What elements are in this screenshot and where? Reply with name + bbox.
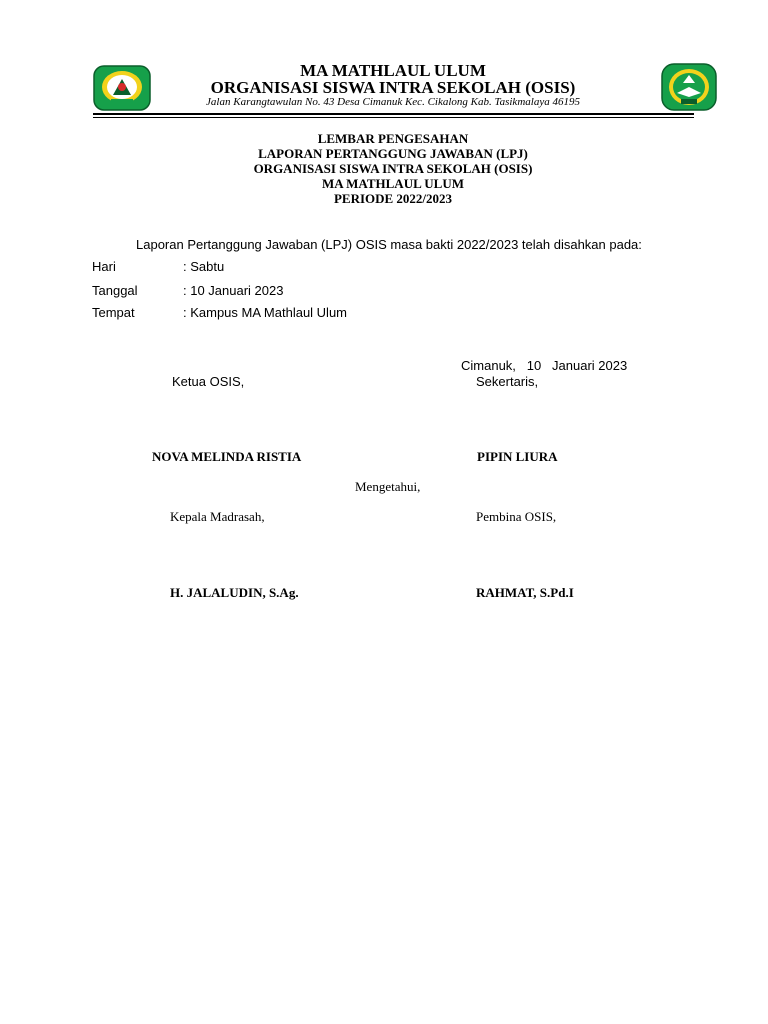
detail-value-place: : Kampus MA Mathlaul Ulum	[183, 305, 348, 320]
right-signatory-name: PIPIN LIURA	[477, 449, 558, 464]
document-title-line: LAPORAN PERTANGGUNG JAWABAN (LPJ)	[258, 146, 528, 161]
detail-label-place: Tempat	[92, 305, 135, 320]
detail-value-day: : Sabtu	[183, 259, 225, 274]
document-title-line: MA MATHLAUL ULUM	[321, 176, 465, 191]
detail-value-date: : 10 Januari 2023	[183, 283, 284, 298]
document-title-line: LEMBAR PENGESAHAN	[317, 131, 469, 146]
place-date: Cimanuk, 10 Januari 2023	[461, 358, 628, 373]
detail-label-date: Tanggal	[92, 283, 138, 298]
madrasah-logo-icon	[93, 65, 151, 111]
intro-paragraph: Laporan Pertanggung Jawaban (LPJ) OSIS masa bakti 2022/2023 telah disahkan pada:	[136, 237, 642, 252]
letterhead-divider-thin	[93, 117, 694, 118]
left-role: Ketua OSIS,	[172, 374, 245, 389]
organization-name: ORGANISASI SISWA INTRA SEKOLAH (OSIS)	[210, 78, 576, 97]
left-role-2: Kepala Madrasah,	[170, 509, 265, 524]
acknowledged-label: Mengetahui,	[355, 479, 421, 494]
detail-label-day: Hari	[92, 259, 116, 274]
school-address: Jalan Karangtawulan No. 43 Desa Cimanuk Kec. Cikalong Kab. Tasikmalaya 46195	[206, 96, 580, 108]
right-role-2: Pembina OSIS,	[476, 509, 557, 524]
document-title-line: ORGANISASI SISWA INTRA SEKOLAH (OSIS)	[253, 161, 533, 176]
letterhead-divider-thick	[93, 113, 694, 115]
right-signatory-name-2: RAHMAT, S.Pd.I	[476, 585, 574, 600]
left-signatory-name-2: H. JALALUDIN, S.Ag.	[170, 585, 299, 600]
document-title-line: PERIODE 2022/2023	[333, 191, 453, 206]
right-role: Sekertaris,	[476, 374, 539, 389]
left-signatory-name: NOVA MELINDA RISTIA	[152, 449, 302, 464]
osis-logo-icon	[661, 63, 717, 111]
school-name: MA MATHLAUL ULUM	[300, 61, 486, 80]
